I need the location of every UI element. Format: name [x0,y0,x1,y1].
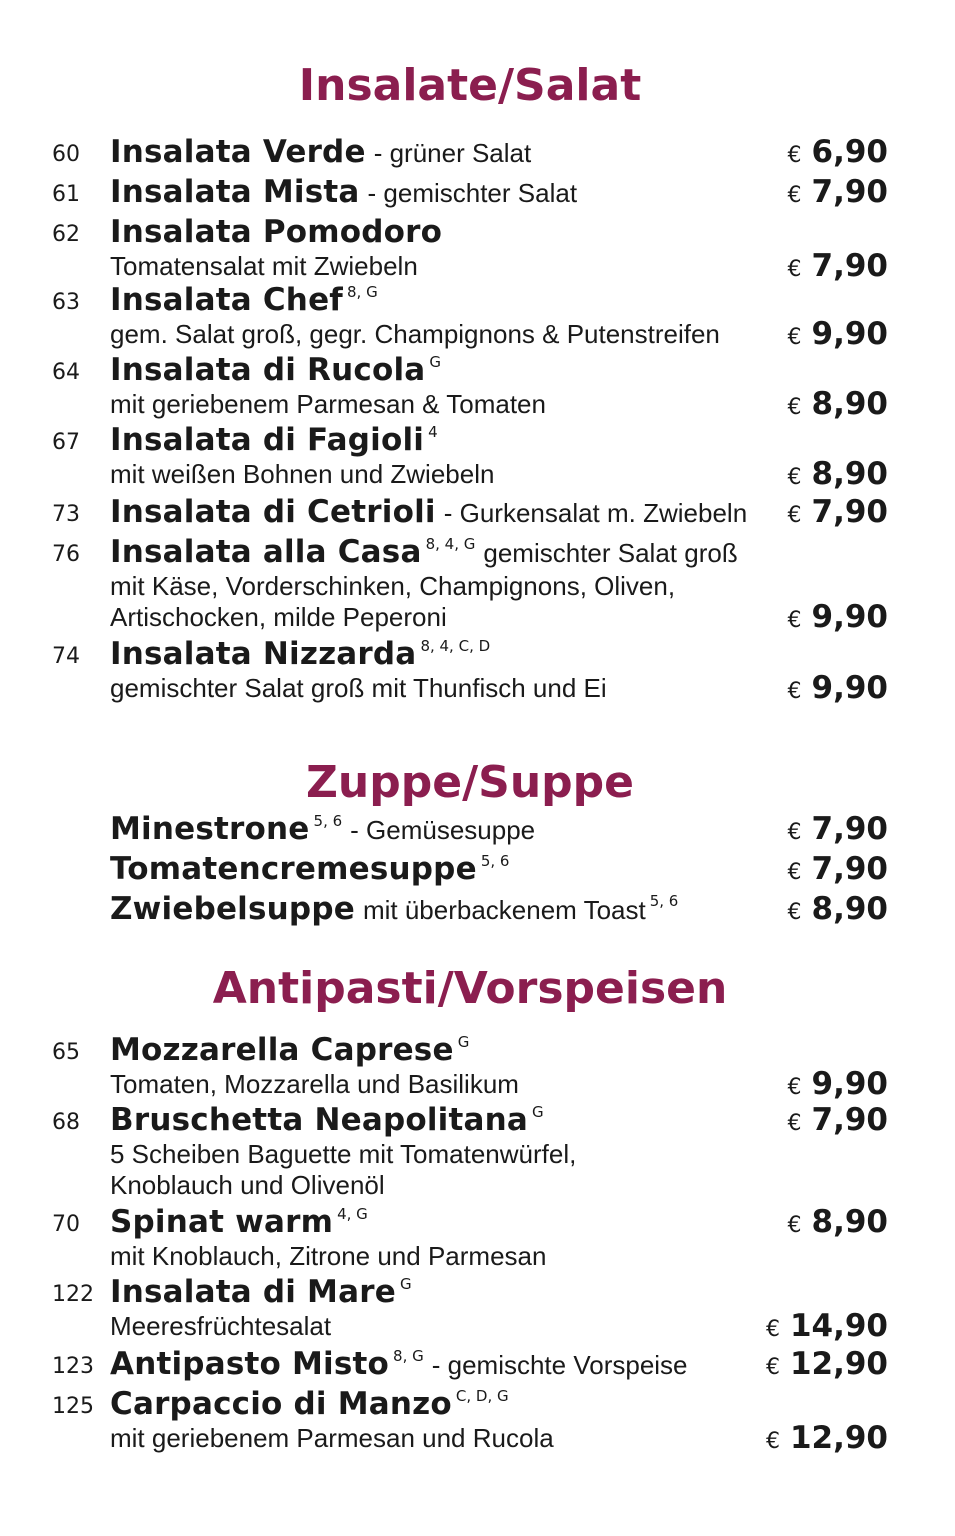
currency-symbol: € [765,1429,780,1454]
currency-symbol: € [787,679,802,704]
allergen-codes: 8, 4, C, D [420,637,491,655]
menu-item-title-line [110,352,441,388]
menu-item-title-line [110,282,378,318]
currency-symbol: € [787,503,802,528]
item-number: 60 [52,142,80,167]
menu-item-title-line [110,851,509,887]
menu-item-title-line [110,214,442,250]
allergen-codes: 5, 6 [313,812,343,830]
item-description: Meeresfrüchtesalat [110,1311,332,1341]
price-amount: 9,90 [811,316,888,352]
item-inline-description: gemischter Salat groß [483,538,738,568]
price-amount: 7,90 [811,174,888,210]
currency-symbol: € [787,325,802,350]
item-price [788,316,889,352]
currency-symbol: € [787,1111,802,1136]
menu-item-title-line [110,1204,368,1240]
item-number: 123 [52,1354,94,1379]
item-description: mit Käse, Vorderschinken, Champignons, Oliven, [110,571,676,601]
item-price [788,1204,889,1240]
price-amount: 14,90 [789,1308,888,1344]
menu-item-title-line [110,1032,469,1068]
menu-item-title-line [110,1386,509,1422]
section-heading: Zuppe/Suppe [306,757,634,808]
item-description: mit weißen Bohnen und Zwiebeln [110,459,495,489]
item-price [788,670,889,706]
allergen-codes: 8, 4, G [425,535,476,553]
item-description: gem. Salat groß, gegr. Champignons & Putenstreifen [110,319,720,349]
item-name: Zwiebelsuppe [110,891,355,927]
allergen-codes: 4, G [337,1205,368,1223]
item-name: Tomatencremesuppe [110,851,477,887]
item-price [788,599,889,635]
item-number: 62 [52,222,80,247]
item-price [788,494,889,530]
item-price [766,1346,888,1382]
item-price [788,456,889,492]
item-number: 68 [52,1110,80,1135]
item-number: 70 [52,1212,80,1237]
allergen-codes: 8, G [393,1347,424,1365]
item-number: 125 [52,1394,94,1419]
price-amount: 12,90 [789,1420,888,1456]
allergen-codes: 5, 6 [649,892,679,910]
item-description: mit geriebenem Parmesan & Tomaten [110,389,546,419]
item-price [788,134,889,170]
item-price [788,1102,889,1138]
price-amount: 8,90 [811,456,888,492]
item-price [766,1308,888,1344]
price-amount: 6,90 [811,134,888,170]
currency-symbol: € [787,183,802,208]
item-name: Insalata Mista [110,174,360,210]
item-name: Carpaccio di Manzo [110,1386,452,1422]
allergen-codes: 5, 6 [480,852,510,870]
currency-symbol: € [765,1355,780,1380]
allergen-codes: 4 [428,423,438,441]
item-inline-description: mit überbackenem Toast [362,895,646,925]
item-description: Tomatensalat mit Zwiebeln [110,251,418,281]
item-name: Insalata di Rucola [110,352,426,388]
menu-item-title-line [110,494,747,530]
item-name: Antipasto Misto [110,1346,390,1382]
currency-symbol: € [787,395,802,420]
currency-symbol: € [787,1075,802,1100]
price-amount: 12,90 [789,1346,888,1382]
currency-symbol: € [765,1317,780,1342]
currency-symbol: € [787,143,802,168]
allergen-codes: G [399,1275,412,1293]
item-name: Mozzarella Caprese [110,1032,454,1068]
price-amount: 7,90 [811,248,888,284]
currency-symbol: € [787,860,802,885]
price-amount: 7,90 [811,494,888,530]
item-number: 67 [52,430,80,455]
item-name: Insalata di Mare [110,1274,396,1310]
item-inline-description: - grüner Salat [373,138,532,168]
menu-item-title-line [110,534,738,570]
price-amount: 7,90 [811,851,888,887]
item-number: 74 [52,644,80,669]
price-amount: 9,90 [811,670,888,706]
menu-item-title-line [110,174,577,210]
item-number: 63 [52,290,80,315]
menu-item-title-line [110,811,535,847]
item-description: mit Knoblauch, Zitrone und Parmesan [110,1241,547,1271]
item-name: Spinat warm [110,1204,334,1240]
item-name: Insalata alla Casa [110,534,422,570]
item-number: 122 [52,1282,94,1307]
item-name: Bruschetta Neapolitana [110,1102,529,1138]
item-number: 64 [52,360,80,385]
item-description: Tomaten, Mozzarella und Basilikum [110,1069,519,1099]
item-inline-description: - Gemüsesuppe [350,815,536,845]
item-name: Insalata Verde [110,134,366,170]
price-amount: 7,90 [811,811,888,847]
allergen-codes: C, D, G [455,1387,509,1405]
item-name: Minestrone [110,811,310,847]
price-amount: 8,90 [811,1204,888,1240]
price-amount: 7,90 [811,1102,888,1138]
currency-symbol: € [787,465,802,490]
item-description: Knoblauch und Olivenöl [110,1170,385,1200]
allergen-codes: G [429,353,442,371]
item-name: Insalata di Fagioli [110,422,425,458]
currency-symbol: € [787,257,802,282]
item-price [788,891,889,927]
allergen-codes: 8, G [346,283,378,301]
menu-item-title-line [110,1346,688,1382]
section-heading: Antipasti/Vorspeisen [212,963,728,1014]
menu-item-title-line [110,636,490,672]
menu-item-title-line [110,891,678,927]
item-description: gemischter Salat groß mit Thunfisch und Ei [110,673,607,703]
menu-item-title-line [110,134,531,170]
price-amount: 8,90 [811,386,888,422]
item-price [788,248,889,284]
item-inline-description: - gemischte Vorspeise [431,1350,688,1380]
currency-symbol: € [787,820,802,845]
item-description: Artischocken, milde Peperoni [110,602,447,632]
currency-symbol: € [787,608,802,633]
item-number: 76 [52,542,80,567]
item-price [788,1066,889,1102]
item-price [766,1420,888,1456]
allergen-codes: G [457,1033,470,1051]
item-name: Insalata Nizzarda [110,636,417,672]
item-name: Insalata di Cetrioli [110,494,436,530]
item-description: mit geriebenem Parmesan und Rucola [110,1423,554,1453]
menu-item-title-line [110,422,438,458]
section-heading: Insalate/Salat [298,60,642,111]
item-price [788,851,889,887]
item-inline-description: - Gurkensalat m. Zwiebeln [443,498,748,528]
price-amount: 9,90 [811,599,888,635]
item-name: Insalata Chef [110,282,343,318]
item-price [788,174,889,210]
menu-item-title-line [110,1102,544,1138]
allergen-codes: G [532,1103,544,1121]
item-description: 5 Scheiben Baguette mit Tomatenwürfel, [110,1139,577,1169]
price-amount: 8,90 [811,891,888,927]
item-number: 73 [52,502,80,527]
menu-item-title-line [110,1274,412,1310]
item-number: 61 [52,182,80,207]
item-price [788,386,889,422]
item-inline-description: - gemischter Salat [367,178,578,208]
currency-symbol: € [787,900,802,925]
price-amount: 9,90 [811,1066,888,1102]
item-name: Insalata Pomodoro [110,214,443,250]
currency-symbol: € [787,1213,802,1238]
item-price [788,811,889,847]
item-number: 65 [52,1040,80,1065]
